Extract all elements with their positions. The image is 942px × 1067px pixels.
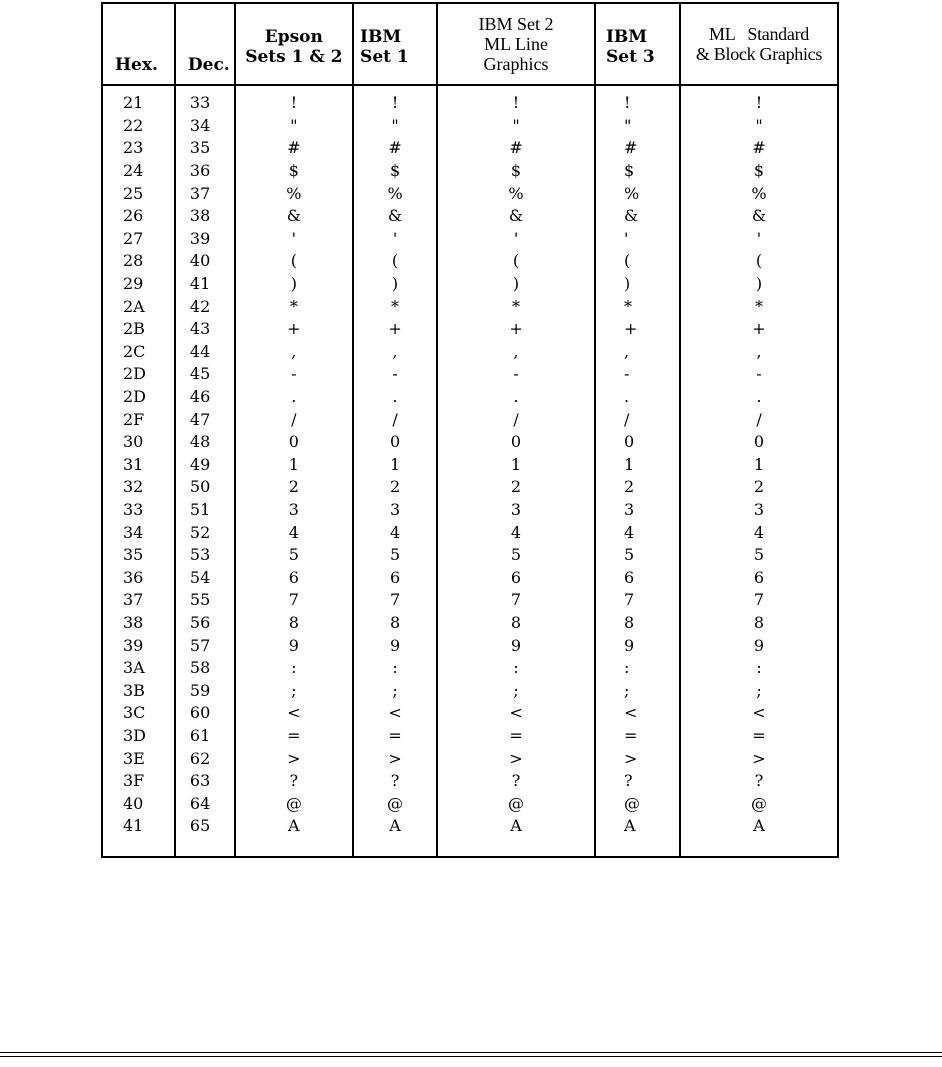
ibm-set-3-cell: A <box>595 815 680 857</box>
header-ibm-set-1 <box>353 3 437 85</box>
ml-standard-cell: > <box>680 747 838 770</box>
dec-cell: 59 <box>175 679 235 702</box>
ibm-set-2-cell: $ <box>437 160 595 183</box>
table-row <box>102 770 838 793</box>
epson-cell: , <box>235 341 353 364</box>
header-hex: Hex. <box>102 3 175 85</box>
ibm-set-2-cell: = <box>437 725 595 748</box>
epson-cell: 8 <box>235 612 353 635</box>
ibm-set-3-cell: ; <box>595 679 680 702</box>
table-row <box>102 454 838 477</box>
dec-cell: 35 <box>175 137 235 160</box>
ml-standard-cell: $ <box>680 160 838 183</box>
ibm-set-1-cell: ? <box>353 770 437 793</box>
ml-standard-cell: . <box>680 386 838 409</box>
dec-cell: 38 <box>175 205 235 228</box>
ibm-set-3-cell: / <box>595 408 680 431</box>
ibm-set-3-cell: & <box>595 205 680 228</box>
ibm-set-3-cell: : <box>595 657 680 680</box>
table-row <box>102 815 838 857</box>
epson-cell: > <box>235 747 353 770</box>
dec-cell: 63 <box>175 770 235 793</box>
ibm-set-2-cell: ! <box>437 85 595 115</box>
hex-cell: 31 <box>102 454 175 477</box>
ml-standard-cell: ? <box>680 770 838 793</box>
ml-standard-cell: ; <box>680 679 838 702</box>
ml-standard-cell: , <box>680 341 838 364</box>
hex-cell: 3D <box>102 725 175 748</box>
ibm-set-2-cell: , <box>437 341 595 364</box>
ibm-set-2-cell: A <box>437 815 595 857</box>
epson-cell: 9 <box>235 634 353 657</box>
table-row <box>102 589 838 612</box>
table-row <box>102 408 838 431</box>
ibm-set-1-cell: @ <box>353 792 437 815</box>
ibm-set-2-cell: > <box>437 747 595 770</box>
ibm-set-2-cell: . <box>437 386 595 409</box>
table-row <box>102 182 838 205</box>
dec-cell: 34 <box>175 115 235 138</box>
epson-cell: 3 <box>235 499 353 522</box>
ibm-set-3-cell: 2 <box>595 476 680 499</box>
epson-cell: & <box>235 205 353 228</box>
dec-cell: 45 <box>175 363 235 386</box>
header-epson-line-2: Sets 1 & 2 <box>245 47 343 67</box>
ibm-set-1-cell: 2 <box>353 476 437 499</box>
dec-cell: 36 <box>175 160 235 183</box>
ibm-set-2-cell: + <box>437 318 595 341</box>
hex-cell: 24 <box>102 160 175 183</box>
ibm-set-3-cell: ' <box>595 228 680 251</box>
ibm-set-2-cell: ( <box>437 250 595 273</box>
ibm-set-3-cell: + <box>595 318 680 341</box>
epson-cell: + <box>235 318 353 341</box>
hex-cell: 38 <box>102 612 175 635</box>
hex-cell: 41 <box>102 815 175 857</box>
ibm-set-1-cell: 4 <box>353 521 437 544</box>
hex-cell: 2B <box>102 318 175 341</box>
epson-cell: * <box>235 295 353 318</box>
dec-cell: 40 <box>175 250 235 273</box>
ibm-set-2-cell: 2 <box>437 476 595 499</box>
dec-cell: 41 <box>175 273 235 296</box>
table-row <box>102 566 838 589</box>
epson-cell: / <box>235 408 353 431</box>
hex-cell: 3C <box>102 702 175 725</box>
ibm-set-2-cell: < <box>437 702 595 725</box>
ml-standard-cell: ) <box>680 273 838 296</box>
table-row <box>102 657 838 680</box>
dec-cell: 43 <box>175 318 235 341</box>
dec-cell: 51 <box>175 499 235 522</box>
table-row <box>102 295 838 318</box>
dec-cell: 55 <box>175 589 235 612</box>
epson-cell: 0 <box>235 431 353 454</box>
table-row <box>102 160 838 183</box>
dec-cell: 33 <box>175 85 235 115</box>
table-row <box>102 273 838 296</box>
ibm-set-3-cell: - <box>595 363 680 386</box>
ibm-set-1-cell: # <box>353 137 437 160</box>
ml-standard-cell: ' <box>680 228 838 251</box>
header-row <box>102 3 838 85</box>
table-row <box>102 250 838 273</box>
ibm-set-1-cell: 9 <box>353 634 437 657</box>
epson-cell: = <box>235 725 353 748</box>
ml-standard-cell: * <box>680 295 838 318</box>
ibm-set-3-cell: . <box>595 386 680 409</box>
table-row <box>102 228 838 251</box>
hex-cell: 3F <box>102 770 175 793</box>
hex-cell: 2A <box>102 295 175 318</box>
epson-cell: " <box>235 115 353 138</box>
table-row <box>102 499 838 522</box>
dec-cell: 64 <box>175 792 235 815</box>
table-row <box>102 476 838 499</box>
epson-cell: . <box>235 386 353 409</box>
dec-cell: 56 <box>175 612 235 635</box>
table-row <box>102 205 838 228</box>
table-row <box>102 431 838 454</box>
ml-standard-cell: A <box>680 815 838 857</box>
ml-standard-cell: 7 <box>680 589 838 612</box>
ibm-set-3-cell: 6 <box>595 566 680 589</box>
ml-standard-cell: ( <box>680 250 838 273</box>
ibm-set-1-cell: ; <box>353 679 437 702</box>
ml-standard-cell: 9 <box>680 634 838 657</box>
table-row <box>102 679 838 702</box>
dec-cell: 60 <box>175 702 235 725</box>
ibm-set-1-cell: ( <box>353 250 437 273</box>
ibm-set-3-cell: < <box>595 702 680 725</box>
ibm-set-2-cell: 0 <box>437 431 595 454</box>
dec-cell: 54 <box>175 566 235 589</box>
hex-cell: 34 <box>102 521 175 544</box>
header-ibm-set-2-ml-line-graphics <box>437 3 595 85</box>
table-row <box>102 702 838 725</box>
ml-standard-cell: 0 <box>680 431 838 454</box>
epson-cell: < <box>235 702 353 725</box>
hex-cell: 2D <box>102 363 175 386</box>
table-row <box>102 85 838 115</box>
ibm-set-3-cell: ) <box>595 273 680 296</box>
ibm-set-1-cell: A <box>353 815 437 857</box>
hex-cell: 3E <box>102 747 175 770</box>
hex-cell: 33 <box>102 499 175 522</box>
footer-rule-bottom <box>0 1056 942 1057</box>
table-row <box>102 115 838 138</box>
epson-cell: 6 <box>235 566 353 589</box>
hex-cell: 27 <box>102 228 175 251</box>
hex-cell: 37 <box>102 589 175 612</box>
ml-standard-cell: ! <box>680 85 838 115</box>
ibm-set-1-cell: & <box>353 205 437 228</box>
ibm-set-2-cell: 6 <box>437 566 595 589</box>
ibm-set-3-cell: * <box>595 295 680 318</box>
dec-cell: 52 <box>175 521 235 544</box>
ibm-set-2-cell: 8 <box>437 612 595 635</box>
ibm-set-3-cell: 5 <box>595 544 680 567</box>
table-row <box>102 363 838 386</box>
ibm-set-1-cell: 0 <box>353 431 437 454</box>
ibm-set-1-cell: = <box>353 725 437 748</box>
header-epson-sets-1-2 <box>235 3 353 85</box>
ibm-set-1-cell: 7 <box>353 589 437 612</box>
ibm-set-1-cell: , <box>353 341 437 364</box>
hex-cell: 30 <box>102 431 175 454</box>
ibm-set-3-cell: ! <box>595 85 680 115</box>
ibm-set-2-cell: ? <box>437 770 595 793</box>
dec-cell: 50 <box>175 476 235 499</box>
ml-standard-cell: + <box>680 318 838 341</box>
ibm-set-3-cell: > <box>595 747 680 770</box>
ibm-set-3-cell: = <box>595 725 680 748</box>
epson-cell: : <box>235 657 353 680</box>
epson-cell: 5 <box>235 544 353 567</box>
epson-cell: ! <box>235 85 353 115</box>
ibm-set-3-cell: ( <box>595 250 680 273</box>
header-ml-line-2: & Block Graphics <box>695 44 823 64</box>
hex-cell: 36 <box>102 566 175 589</box>
hex-cell: 26 <box>102 205 175 228</box>
header-dec: Dec. <box>175 3 235 85</box>
ibm-set-1-cell: < <box>353 702 437 725</box>
epson-cell: % <box>235 182 353 205</box>
hex-cell: 35 <box>102 544 175 567</box>
ibm-set-1-cell: 5 <box>353 544 437 567</box>
ibm-set-3-cell: , <box>595 341 680 364</box>
ibm-set-2-cell: - <box>437 363 595 386</box>
ibm-set-1-cell: : <box>353 657 437 680</box>
epson-cell: 4 <box>235 521 353 544</box>
ibm-set-3-cell: % <box>595 182 680 205</box>
table-row <box>102 634 838 657</box>
ibm-set-2-cell: ) <box>437 273 595 296</box>
ml-standard-cell: 4 <box>680 521 838 544</box>
ibm-set-1-cell: 8 <box>353 612 437 635</box>
table-row <box>102 341 838 364</box>
hex-cell: 2D <box>102 386 175 409</box>
ibm-set-3-cell: " <box>595 115 680 138</box>
dec-cell: 57 <box>175 634 235 657</box>
epson-cell: ( <box>235 250 353 273</box>
ibm-set-3-cell: # <box>595 137 680 160</box>
ibm-set-2-cell: @ <box>437 792 595 815</box>
table-row <box>102 747 838 770</box>
header-ibm3-line-1: IBM <box>605 27 648 47</box>
epson-cell: A <box>235 815 353 857</box>
ibm-set-3-cell: 4 <box>595 521 680 544</box>
hex-cell: 3A <box>102 657 175 680</box>
header-ibm2-line-3: Graphics <box>483 54 549 74</box>
ibm-set-2-cell: 4 <box>437 521 595 544</box>
ibm-set-1-cell: ! <box>353 85 437 115</box>
header-ibm2-line-2: ML Line <box>484 34 548 54</box>
ibm-set-1-cell: $ <box>353 160 437 183</box>
table-row <box>102 521 838 544</box>
hex-cell: 2F <box>102 408 175 431</box>
hex-cell: 22 <box>102 115 175 138</box>
ml-standard-cell: = <box>680 725 838 748</box>
hex-cell: 29 <box>102 273 175 296</box>
ibm-set-1-cell: 3 <box>353 499 437 522</box>
ibm-set-2-cell: # <box>437 137 595 160</box>
header-ibm-set-3 <box>595 3 680 85</box>
hex-cell: 39 <box>102 634 175 657</box>
table-row <box>102 725 838 748</box>
epson-cell: ) <box>235 273 353 296</box>
ibm-set-1-cell: ) <box>353 273 437 296</box>
epson-cell: ; <box>235 679 353 702</box>
table-row <box>102 318 838 341</box>
ibm-set-2-cell: 7 <box>437 589 595 612</box>
ibm-set-2-cell: : <box>437 657 595 680</box>
header-ibm3-line-2: Set 3 <box>605 47 655 67</box>
hex-cell: 32 <box>102 476 175 499</box>
epson-cell: $ <box>235 160 353 183</box>
ibm-set-2-cell: % <box>437 182 595 205</box>
header-ibm2-line-1: IBM Set 2 <box>478 14 554 34</box>
ibm-set-3-cell: $ <box>595 160 680 183</box>
dec-cell: 61 <box>175 725 235 748</box>
character-set-table <box>101 2 839 858</box>
header-epson-line-1: Epson <box>264 27 323 47</box>
ml-standard-cell: < <box>680 702 838 725</box>
dec-cell: 46 <box>175 386 235 409</box>
ibm-set-3-cell: 7 <box>595 589 680 612</box>
hex-cell: 25 <box>102 182 175 205</box>
ibm-set-1-cell: + <box>353 318 437 341</box>
dec-cell: 49 <box>175 454 235 477</box>
table-row <box>102 386 838 409</box>
epson-cell: 7 <box>235 589 353 612</box>
ibm-set-1-cell: " <box>353 115 437 138</box>
ml-standard-cell: # <box>680 137 838 160</box>
dec-cell: 42 <box>175 295 235 318</box>
dec-cell: 62 <box>175 747 235 770</box>
ibm-set-1-cell: 1 <box>353 454 437 477</box>
ibm-set-1-cell: ' <box>353 228 437 251</box>
ibm-set-3-cell: 8 <box>595 612 680 635</box>
header-ibm1-line-2: Set 1 <box>360 47 409 67</box>
hex-cell: 21 <box>102 85 175 115</box>
epson-cell: # <box>235 137 353 160</box>
ibm-set-1-cell: > <box>353 747 437 770</box>
ibm-set-2-cell: & <box>437 205 595 228</box>
ibm-set-1-cell: % <box>353 182 437 205</box>
ibm-set-2-cell: 3 <box>437 499 595 522</box>
ibm-set-3-cell: 3 <box>595 499 680 522</box>
ibm-set-3-cell: 0 <box>595 431 680 454</box>
ibm-set-2-cell: / <box>437 408 595 431</box>
header-ml-line-1: ML Standard <box>709 24 809 44</box>
ml-standard-cell: - <box>680 363 838 386</box>
header-ml-standard-block-graphics <box>680 3 838 85</box>
hex-cell: 23 <box>102 137 175 160</box>
epson-cell: @ <box>235 792 353 815</box>
dec-cell: 39 <box>175 228 235 251</box>
header-ibm1-line-1: IBM <box>360 27 402 47</box>
epson-cell: ? <box>235 770 353 793</box>
epson-cell: ' <box>235 228 353 251</box>
table-row <box>102 137 838 160</box>
ml-standard-cell: 2 <box>680 476 838 499</box>
dec-cell: 48 <box>175 431 235 454</box>
ml-standard-cell: & <box>680 205 838 228</box>
ml-standard-cell: 3 <box>680 499 838 522</box>
ml-standard-cell: 8 <box>680 612 838 635</box>
ibm-set-2-cell: 1 <box>437 454 595 477</box>
dec-cell: 47 <box>175 408 235 431</box>
ml-standard-cell: @ <box>680 792 838 815</box>
hex-cell: 3B <box>102 679 175 702</box>
table-row <box>102 544 838 567</box>
ibm-set-1-cell: * <box>353 295 437 318</box>
ibm-set-2-cell: ; <box>437 679 595 702</box>
epson-cell: - <box>235 363 353 386</box>
dec-cell: 53 <box>175 544 235 567</box>
epson-cell: 1 <box>235 454 353 477</box>
dec-cell: 44 <box>175 341 235 364</box>
hex-cell: 40 <box>102 792 175 815</box>
table-row <box>102 792 838 815</box>
ml-standard-cell: " <box>680 115 838 138</box>
dec-cell: 37 <box>175 182 235 205</box>
hex-cell: 2C <box>102 341 175 364</box>
dec-cell: 58 <box>175 657 235 680</box>
ml-standard-cell: : <box>680 657 838 680</box>
ibm-set-1-cell: / <box>353 408 437 431</box>
ibm-set-3-cell: 1 <box>595 454 680 477</box>
hex-cell: 28 <box>102 250 175 273</box>
table-row <box>102 612 838 635</box>
ibm-set-1-cell: 6 <box>353 566 437 589</box>
dec-cell: 65 <box>175 815 235 857</box>
ibm-set-1-cell: - <box>353 363 437 386</box>
ml-standard-cell: 6 <box>680 566 838 589</box>
ibm-set-3-cell: @ <box>595 792 680 815</box>
footer-rule-top <box>0 1052 942 1053</box>
ibm-set-2-cell: 5 <box>437 544 595 567</box>
ml-standard-cell: % <box>680 182 838 205</box>
ml-standard-cell: 5 <box>680 544 838 567</box>
ibm-set-2-cell: " <box>437 115 595 138</box>
ml-standard-cell: / <box>680 408 838 431</box>
epson-cell: 2 <box>235 476 353 499</box>
ibm-set-2-cell: 9 <box>437 634 595 657</box>
ml-standard-cell: 1 <box>680 454 838 477</box>
ibm-set-3-cell: 9 <box>595 634 680 657</box>
ibm-set-2-cell: * <box>437 295 595 318</box>
ibm-set-1-cell: . <box>353 386 437 409</box>
ibm-set-2-cell: ' <box>437 228 595 251</box>
ibm-set-3-cell: ? <box>595 770 680 793</box>
